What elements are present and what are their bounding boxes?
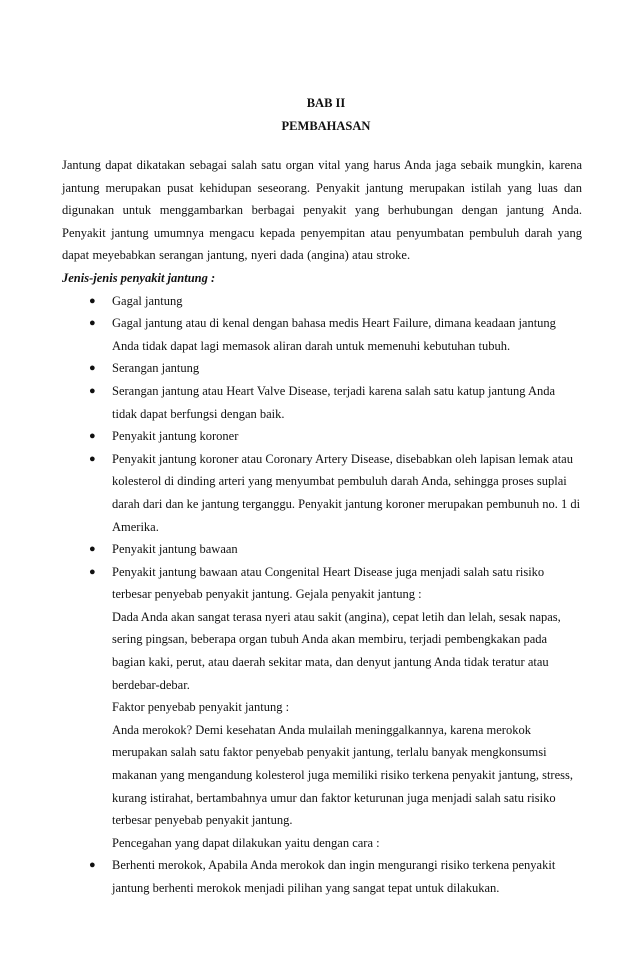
bullet-dot-icon: ● [89, 859, 96, 872]
bullet-dot-icon: ● [89, 317, 96, 330]
list-item-text: Penyakit jantung bawaan [112, 542, 238, 557]
list-item [62, 854, 582, 899]
list-heading: Jenis-jenis penyakit jantung : [62, 270, 216, 285]
section-title [0, 119, 638, 134]
list-item [62, 312, 582, 357]
list-item [62, 425, 582, 448]
list-item-text: Penyakit jantung koroner atau Coronary Artery Disease, disebabkan oleh lapisan lemak atau kolesterol di dinding arteri yang menyumbat pembuluh darah Anda, sehingga proses suplai darah dari dan ke jantung terganggu. Penyakit jantung koroner merupakan pembunuh no. 1 di Amerika. [112, 451, 581, 534]
causes-heading: Faktor penyebab penyakit jantung : [112, 700, 290, 715]
list-item-text: Serangan jantung atau Heart Valve Disease, terjadi karena salah satu katup jantung Anda tidak dapat berfungsi dengan baik. [112, 383, 556, 421]
bullet-dot-icon: ● [89, 452, 96, 465]
list-item [62, 538, 582, 561]
list-item-text: Berhenti merokok, Apabila Anda merokok dan ingin mengurangi risiko terkena penyakit jantung berhenti merokok menjadi pilihan yang sangat tepat untuk dilakukan. [112, 858, 556, 895]
symptoms-paragraph: Dada Anda akan sangat terasa nyeri atau sakit (angina), cepat letih dan lelah, sesak napas, sering pingsan, beberapa organ tubuh Anda akan membiru, terjadi pembengkakan pada bagian kaki, perut, atau daerah sekitar mata, dan denyut jantung Anda tidak teratur atau berdebar-debar. [112, 609, 561, 692]
list-item-text: Penyakit jantung bawaan atau Congenital Heart Disease juga menjadi salah satu risiko terbesar penyebab penyakit jantung. Gejala penyakit jantung : [112, 564, 545, 602]
prevention-heading: Pencegahan yang dapat dilakukan yaitu dengan cara : [112, 835, 380, 850]
chapter-label: BAB II [306, 96, 346, 110]
list-item-text: Gagal jantung atau di kenal dengan bahasa medis Heart Failure, dimana keadaan jantung Anda tidak dapat lagi memasok aliran darah untuk memenuhi kebutuhan tubuh. [112, 316, 556, 353]
list-item [62, 448, 582, 538]
list-item-text: Serangan jantung [112, 361, 200, 376]
list-item [62, 380, 582, 425]
bullet-dot-icon: ● [89, 565, 96, 578]
list-item [62, 357, 582, 380]
document-body [62, 154, 582, 900]
bullet-dot-icon: ● [89, 430, 96, 443]
bullet-dot-icon: ● [89, 543, 96, 556]
bullet-dot-icon: ● [89, 384, 96, 397]
list-item [62, 290, 582, 313]
list-item [62, 561, 582, 606]
chapter-heading [0, 96, 638, 111]
list-item-text: Penyakit jantung koroner [112, 429, 239, 444]
disease-type-list [62, 290, 582, 606]
section-title-label: PEMBAHASAN [281, 119, 371, 133]
bullet-dot-icon: ● [89, 362, 96, 375]
intro-paragraph: Jantung dapat dikatakan sebagai salah satu organ vital yang harus Anda jaga sebaik mungkin, karena jantung merupakan pusat kehidupan seseorang. Penyakit jantung merupakan istilah yang luas dan digunakan untuk menggambarkan berbagai penyakit yang berhubungan dengan jantung Anda. Penyakit jantung umumnya mengacu kepada penyempitan atau penyumbatan pembuluh darah yang dapat meyebabkan serangan jantung, nyeri dada (angina) atau stroke. [62, 158, 582, 263]
causes-paragraph: Anda merokok? Demi kesehatan Anda mulailah meninggalkannya, karena merokok merupakan salah satu faktor penyebab penyakit jantung, terlalu banyak mengkonsumsi makanan yang mengandung kolesterol juga memiliki risiko terkena penyakit jantung, stress, kurang istirahat, bertambahnya umur dan faktor keturunan juga menjadi salah satu risiko terbesar penyebab penyakit jantung. [112, 722, 573, 828]
list-item-text: Gagal jantung [112, 293, 183, 308]
prevention-list [62, 854, 582, 899]
bullet-dot-icon: ● [89, 294, 96, 307]
